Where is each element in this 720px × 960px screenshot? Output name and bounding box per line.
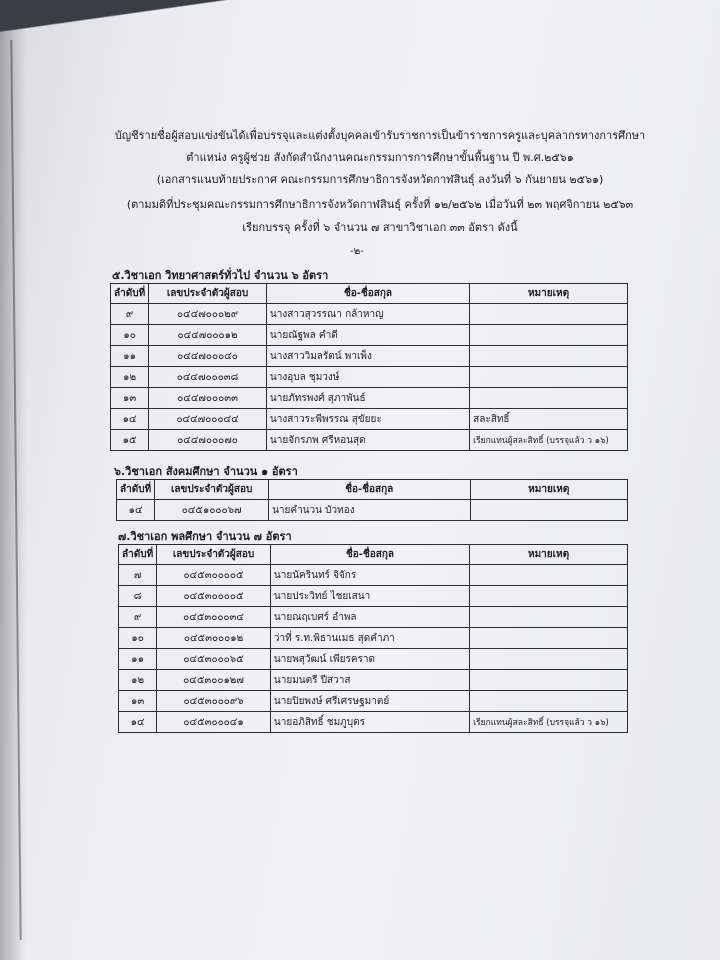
document-title-line-2: ตำแหน่ง ครูผู้ช่วย สังกัดสำนักงานคณะกรรมการการศึกษาขั้นพื้นฐาน ปี พ.ศ.๒๕๖๑ xyxy=(186,151,574,164)
name-cell: นายปิยพงษ์ ศรีเศรษฐมาตย์ xyxy=(270,691,469,712)
note-cell xyxy=(470,586,628,607)
table-row xyxy=(119,628,628,649)
table-row xyxy=(119,670,628,691)
exam-id-cell: ๐๔๔๗๐๐๐๓๓ xyxy=(149,388,267,409)
name-cell: นางสาววิมลรัตน์ พาเพ็ง xyxy=(266,346,469,367)
table-row xyxy=(111,304,628,325)
exam-id-cell: ๐๔๕๓๐๐๐๑๒ xyxy=(157,628,271,649)
table-row xyxy=(119,691,628,712)
order-cell: ๑๔ xyxy=(111,409,149,430)
exam-id-cell: ๐๔๔๗๐๐๐๓๘ xyxy=(149,367,267,388)
table-row xyxy=(111,388,628,409)
note-cell: เรียกแทนผู้สละสิทธิ์ (บรรจุแล้ว ว ๑๖) xyxy=(470,712,628,733)
name-cell: นายคำนวน บัวทอง xyxy=(269,500,470,521)
name-cell: นายจักรภพ ศรีหอนสุด xyxy=(266,430,469,451)
exam-id-cell: ๐๔๔๗๐๐๐๒๙ xyxy=(149,304,267,325)
background-shadow xyxy=(0,0,720,40)
col-exam-id-header: เลขประจำตัวผู้สอบ xyxy=(157,545,271,565)
order-cell: ๑๐ xyxy=(111,325,149,346)
table-row xyxy=(119,586,628,607)
note-cell: เรียกแทนผู้สละสิทธิ์ (บรรจุแล้ว ว ๑๖) xyxy=(470,430,628,451)
exam-id-cell: ๐๔๕๑๐๐๐๖๗ xyxy=(155,500,269,521)
note-cell xyxy=(470,346,628,367)
note-cell xyxy=(470,649,628,670)
note-cell xyxy=(470,304,628,325)
document-title-line-5: เรียกบรรจุ ครั้งที่ ๖ จำนวน ๗ สาขาวิชาเอก ๓๓ อัตรา ดังนี้ xyxy=(242,221,518,234)
order-cell: ๑๓ xyxy=(111,388,149,409)
order-cell: ๑๔ xyxy=(119,712,157,733)
order-cell: ๑๐ xyxy=(119,628,157,649)
page-number: -๒- xyxy=(350,246,364,257)
col-note-header: หมายเหตุ xyxy=(470,480,627,500)
order-cell: ๑๑ xyxy=(119,649,157,670)
note-cell xyxy=(470,691,628,712)
order-cell: ๘ xyxy=(119,586,157,607)
col-note-header: หมายเหตุ xyxy=(470,545,628,565)
table-row xyxy=(119,607,628,628)
order-cell: ๑๒ xyxy=(111,367,149,388)
col-exam-id-header: เลขประจำตัวผู้สอบ xyxy=(155,480,269,500)
section-title-physical-education: ๗.วิชาเอก พลศึกษา จำนวน ๗ อัตรา xyxy=(118,530,292,543)
col-name-header: ชื่อ-ชื่อสกุล xyxy=(270,545,469,565)
document-title-line-4: (ตามมติที่ประชุมคณะกรรมการศึกษาธิการจังหวัดกาฬสินธุ์ ครั้งที่ ๑๒/๒๕๖๒ เมื่อวันที่ ๒๓ พฤศจิกายน ๒๕๖๓ xyxy=(126,198,634,211)
table-row xyxy=(119,712,628,733)
order-cell: ๑๓ xyxy=(119,691,157,712)
order-cell: ๑๒ xyxy=(119,670,157,691)
note-cell xyxy=(470,670,628,691)
name-cell: นางอุบล ชุมวงษ์ xyxy=(266,367,469,388)
note-cell xyxy=(470,628,628,649)
order-cell: ๙ xyxy=(119,607,157,628)
name-cell: นายมนตรี ปีสวาส xyxy=(270,670,469,691)
document-title-line-3: (เอกสารแนบท้ายประกาศ คณะกรรมการศึกษาธิการจังหวัดกาฬสินธุ์ ลงวันที่ ๖ กันยายน ๒๕๖๑) xyxy=(156,173,604,186)
exam-id-cell: ๐๔๔๗๐๐๐๗๐ xyxy=(149,430,267,451)
exam-id-cell: ๐๔๔๗๐๐๐๔๐ xyxy=(149,346,267,367)
name-cell: นายณฤเบศร์ อำพล xyxy=(270,607,469,628)
table-social-studies xyxy=(116,479,628,521)
exam-id-cell: ๐๔๕๓๐๐๐๐๕ xyxy=(157,586,271,607)
col-order-header: ลำดับที่ xyxy=(117,480,155,500)
name-cell: นายอภิสิทธิ์ ชมภูบุตร xyxy=(270,712,469,733)
table-row xyxy=(111,430,628,451)
name-cell: นายณัฐพล คำดี xyxy=(266,325,469,346)
table-row xyxy=(111,325,628,346)
name-cell: นางสาวระพีพรรณ สุขัยยะ xyxy=(266,409,469,430)
section-title-science: ๕.วิชาเอก วิทยาศาสตร์ทั่วไป จำนวน ๖ อัตรา xyxy=(112,269,329,282)
exam-id-cell: ๐๔๕๓๐๐๐๙๖ xyxy=(157,691,271,712)
table-science xyxy=(110,283,628,451)
col-order-header: ลำดับที่ xyxy=(119,545,157,565)
table-header-row xyxy=(117,480,628,500)
col-name-header: ชื่อ-ชื่อสกุล xyxy=(266,284,469,304)
exam-id-cell: ๐๔๕๓๐๐๐๖๕ xyxy=(157,649,271,670)
order-cell: ๑๕ xyxy=(111,430,149,451)
table-row xyxy=(111,409,628,430)
table-row xyxy=(111,346,628,367)
col-order-header: ลำดับที่ xyxy=(111,284,149,304)
order-cell: ๑๑ xyxy=(111,346,149,367)
exam-id-cell: ๐๔๔๗๐๐๐๔๔ xyxy=(149,409,267,430)
table-header-row xyxy=(111,284,628,304)
note-cell xyxy=(470,388,628,409)
col-note-header: หมายเหตุ xyxy=(470,284,628,304)
order-cell: ๑๔ xyxy=(117,500,155,521)
note-cell xyxy=(470,367,628,388)
note-cell xyxy=(470,500,627,521)
table-header-row xyxy=(119,545,628,565)
exam-id-cell: ๐๔๕๓๐๐๐๐๕ xyxy=(157,565,271,586)
table-physical-education xyxy=(118,544,628,733)
table-row xyxy=(117,500,628,521)
note-cell: สละสิทธิ์ xyxy=(470,409,628,430)
note-cell xyxy=(470,607,628,628)
col-exam-id-header: เลขประจำตัวผู้สอบ xyxy=(149,284,267,304)
name-cell: นายภัทรพงศ์ สุภาพันธ์ xyxy=(266,388,469,409)
exam-id-cell: ๐๔๕๓๐๐๑๒๗ xyxy=(157,670,271,691)
table-row xyxy=(119,649,628,670)
order-cell: ๙ xyxy=(111,304,149,325)
table-row xyxy=(119,565,628,586)
exam-id-cell: ๐๔๔๗๐๐๐๑๒ xyxy=(149,325,267,346)
note-cell xyxy=(470,325,628,346)
name-cell: นายประวิทย์ ไชยเสนา xyxy=(270,586,469,607)
exam-id-cell: ๐๔๕๓๐๐๐๓๔ xyxy=(157,607,271,628)
col-name-header: ชื่อ-ชื่อสกุล xyxy=(269,480,470,500)
section-title-social-studies: ๖.วิชาเอก สังคมศึกษา จำนวน ๑ อัตรา xyxy=(114,465,298,478)
name-cell: นายนัครินทร์ จิจักร xyxy=(270,565,469,586)
name-cell: นางสาวสุวรรณา กล้าหาญ xyxy=(266,304,469,325)
note-cell xyxy=(470,565,628,586)
exam-id-cell: ๐๔๕๓๐๐๐๔๑ xyxy=(157,712,271,733)
name-cell: นายพสุวัฒน์ เพียรคราด xyxy=(270,649,469,670)
order-cell: ๗ xyxy=(119,565,157,586)
name-cell: ว่าที่ ร.ท.พิธานเมธ สุดคำภา xyxy=(270,628,469,649)
table-row xyxy=(111,367,628,388)
document-title-line-1: บัญชีรายชื่อผู้สอบแข่งขันได้เพื่อบรรจุและแต่งตั้งบุคคลเข้ารับราชการเป็นข้าราชการครูและบุคลากรทางการศึกษา xyxy=(114,129,646,142)
